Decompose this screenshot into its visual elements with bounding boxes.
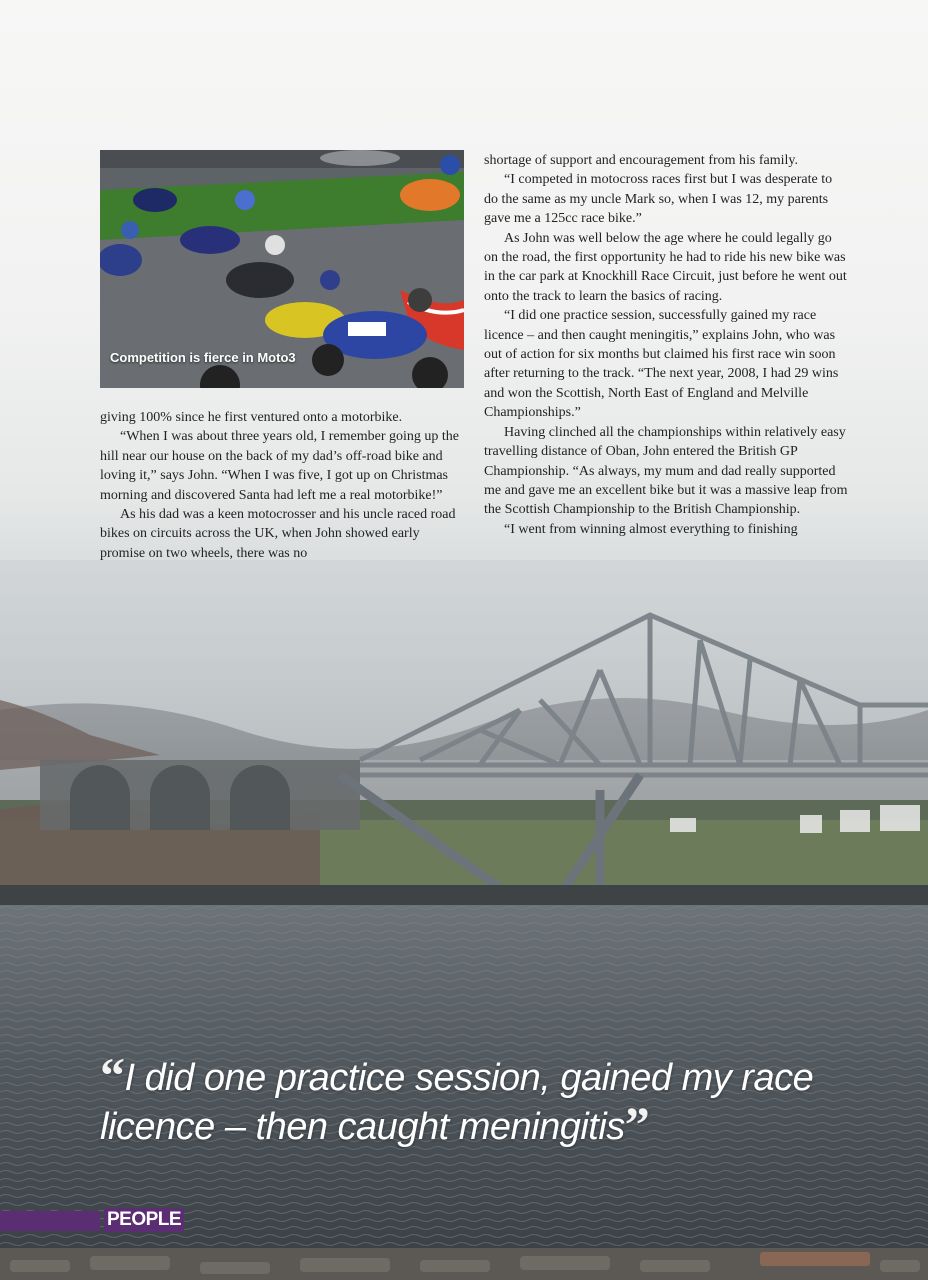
paragraph: giving 100% since he first ventured onto a motorbike.: [100, 410, 403, 425]
close-quote-mark: ”: [624, 1096, 650, 1152]
bridge-landscape: [0, 560, 928, 1280]
open-quote-mark: “: [100, 1047, 125, 1103]
photo-caption: Competition is fierce in Moto3: [110, 350, 296, 365]
pull-quote: [100, 1047, 820, 1152]
section-accent-bar: [0, 1211, 100, 1231]
moto3-race-photo: [100, 150, 464, 388]
paragraph: “When I was about three years old, I remember going up the hill near our house on the back of my dad’s off-road bike and loving it,” says John. “When I was five, I got up on Christmas morning and discovered Santa had left me a real motorbike!”: [100, 429, 459, 503]
paragraph: “I did one practice session, successfully gained my race licence – and then caught meningitis,” explains John, who was out of action for six months but claimed his first race win soon after returning to the track. “The next year, 2008, I had 29 wins and won the Scottish, North East of England and Melville Championships.”: [484, 308, 839, 421]
paragraph: Having clinched all the championships within relatively easy travelling distance of Oban, John entered the British GP Championship. “As always, my mum and dad really supported me and gave me an excellent bike but it was a massive leap from the Scottish Championship to the British Championship.: [484, 424, 848, 518]
article-left-column: [100, 408, 464, 563]
pull-quote-text: I did one practice session, gained my race licence – then caught meningitis: [100, 1057, 814, 1148]
section-label: PEOPLE: [104, 1208, 184, 1232]
paragraph: shortage of support and encouragement from his family.: [484, 153, 799, 168]
paragraph: “I went from winning almost everything to finishing: [504, 521, 798, 537]
paragraph: “I competed in motocross races first but I was desperate to do the same as my uncle Mark so, when I was 12, my parents gave me a 125cc race bike.”: [484, 172, 833, 227]
article-right-column: [484, 151, 848, 539]
paragraph: As John was well below the age where he could legally go on the road, the first opportunity he had to ride his new bike was in the car park at Knockhill Race Circuit, just before he went out onto the track to learn the basics of racing.: [484, 230, 847, 304]
paragraph: As his dad was a keen motocrosser and his uncle raced road bikes on circuits across the UK, when John showed early promise on two wheels, there was no: [100, 507, 456, 561]
